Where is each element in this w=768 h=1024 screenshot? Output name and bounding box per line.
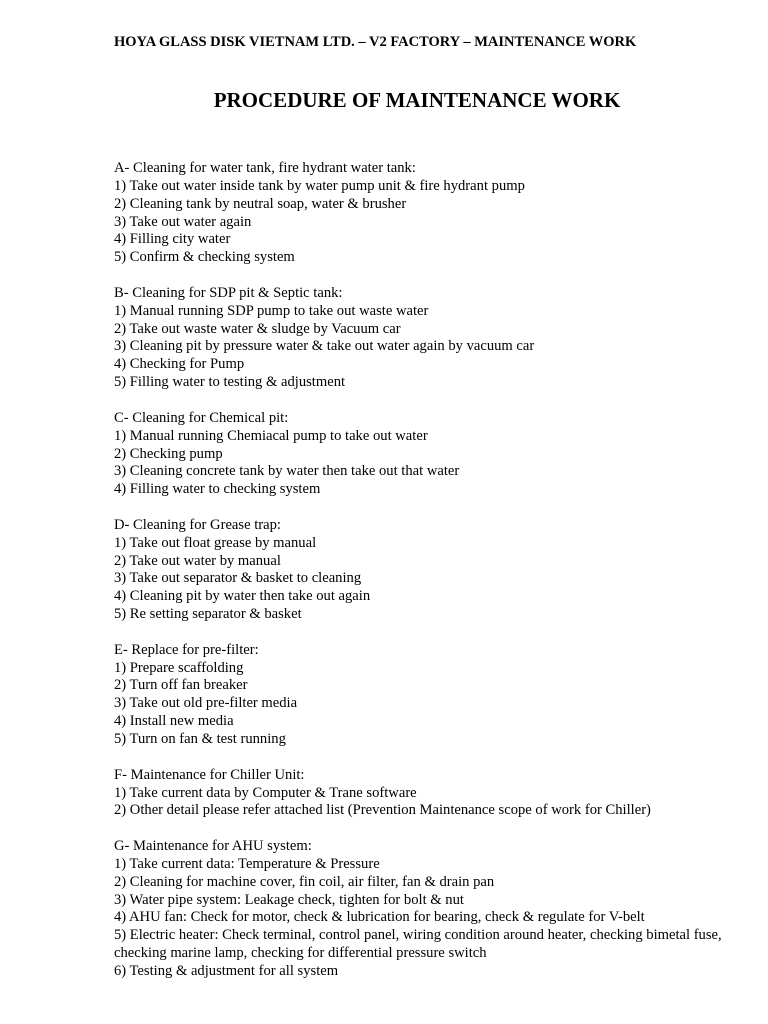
step-item: 1) Take out water inside tank by water pump unit & fire hydrant pump (114, 177, 525, 194)
section-heading: E- Replace for pre-filter: (114, 641, 259, 658)
step-item: 3) Take out water again (114, 213, 252, 230)
section-heading: A- Cleaning for water tank, fire hydrant water tank: (114, 160, 416, 176)
step-item: 1) Take current data: Temperature & Pressure (114, 855, 380, 872)
step-item: 3) Cleaning pit by pressure water & take out water again by vacuum car (114, 338, 535, 355)
step-item: 2) Turn off fan breaker (114, 677, 248, 694)
step-item: 1) Take out float grease by manual (114, 534, 317, 551)
section-e (114, 642, 724, 749)
document-body (114, 160, 724, 999)
step-item: 4) AHU fan: Check for motor, check & lubrication for bearing, check & regulate for V-belt (114, 909, 645, 926)
step-item: 3) Take out old pre-filter media (114, 695, 298, 712)
step-item: 5) Filling water to testing & adjustment (114, 374, 346, 391)
step-item: 4) Cleaning pit by water then take out again (114, 588, 371, 605)
step-item: 1) Manual running SDP pump to take out waste water (114, 302, 429, 319)
step-item: 6) Testing & adjustment for all system (114, 962, 339, 979)
step-item: 1) Prepare scaffolding (114, 659, 244, 676)
step-item: 5) Confirm & checking system (114, 249, 295, 266)
step-item: 4) Checking for Pump (114, 356, 245, 373)
document-title: PROCEDURE OF MAINTENANCE WORK (213, 88, 621, 112)
section-a (114, 160, 724, 267)
step-item: 4) Filling city water (114, 231, 231, 248)
step-item: 3) Cleaning concrete tank by water then take out that water (114, 463, 460, 480)
step-item: 1) Take current data by Computer & Trane software (114, 784, 417, 801)
step-item: 2) Cleaning for machine cover, fin coil, air filter, fan & drain pan (114, 873, 495, 890)
step-item: 5) Turn on fan & test running (114, 731, 286, 747)
step-item: 4) Filling water to checking system (114, 481, 321, 498)
section-f (114, 767, 724, 821)
section-b (114, 285, 724, 392)
section-heading: F- Maintenance for Chiller Unit: (114, 766, 305, 783)
step-item: 3) Water pipe system: Leakage check, tighten for bolt & nut (114, 891, 464, 908)
step-item: 2) Checking pump (114, 445, 223, 462)
section-heading: G- Maintenance for AHU system: (114, 838, 312, 855)
section-heading: B- Cleaning for SDP pit & Septic tank: (114, 284, 343, 301)
step-item: 2) Take out water by manual (114, 552, 281, 569)
step-item: 2) Other detail please refer attached list (Prevention Maintenance scope of work for Chiller) (114, 802, 651, 819)
step-item: 2) Cleaning tank by neutral soap, water & brusher (114, 195, 407, 212)
document-header: HOYA GLASS DISK VIETNAM LTD. – V2 FACTORY – MAINTENANCE WORK (114, 34, 637, 50)
section-g (114, 838, 724, 981)
step-item: 2) Take out waste water & sludge by Vacuum car (114, 320, 401, 337)
step-item: 1) Manual running Chemiacal pump to take out water (114, 427, 428, 444)
step-item: 4) Install new media (114, 713, 234, 730)
step-item: 5) Electric heater: Check terminal, control panel, wiring condition around heater, checking bimetal fuse, checking marine lamp, checking for differential pressure switch (114, 927, 722, 962)
step-item: 3) Take out separator & basket to cleaning (114, 570, 362, 587)
section-c (114, 410, 724, 499)
section-heading: D- Cleaning for Grease trap: (114, 516, 281, 533)
step-item: 5) Re setting separator & basket (114, 606, 302, 623)
section-d (114, 517, 724, 624)
section-heading: C- Cleaning for Chemical pit: (114, 409, 289, 426)
